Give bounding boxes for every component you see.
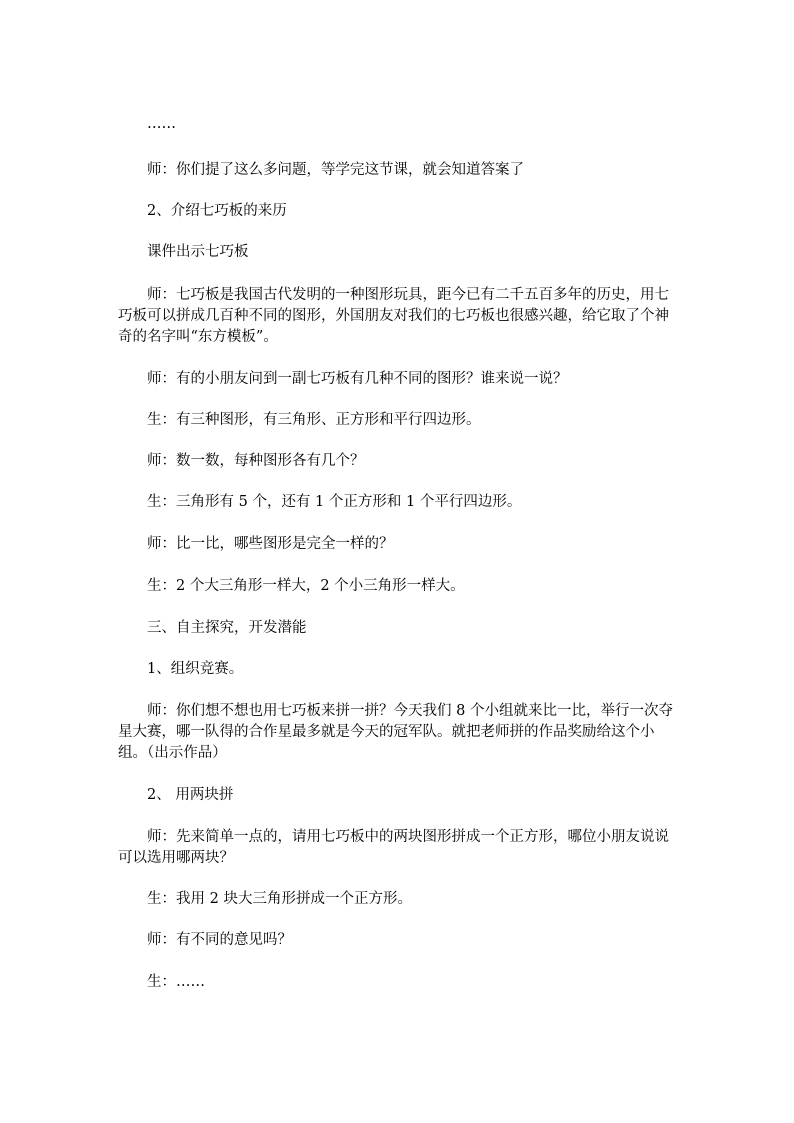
paragraph-organize-competition: 1、组织竞赛。 xyxy=(147,661,244,677)
paragraph-teacher-shapes-question: 师：有的小朋友问到一副七巧板有几种不同的图形？谁来说一说？ xyxy=(147,371,568,387)
paragraph-tangram-intro: 师：七巧板是我国古代发明的一种图形玩具，距今已有二千五百多年的历史，用七巧板可以拼成几百种不同的图形，外国朋友对我们的七巧板也很感兴趣，给它取了个神奇的名字叫“东方模板”。 xyxy=(118,287,669,345)
paragraph-teacher-compare: 师：比一比，哪些图形是完全一样的？ xyxy=(147,536,394,552)
paragraph-two-pieces: 2、 用两块拼 xyxy=(147,787,234,803)
paragraph-student-compare: 生：2 个大三角形一样大，2 个小三角形一样大。 xyxy=(147,578,465,594)
paragraph-section-three-heading: 三、自主探究，开发潜能 xyxy=(147,620,307,636)
paragraph-student-two-triangles: 生：我用 2 块大三角形拼成一个正方形。 xyxy=(147,891,412,907)
paragraph-teacher-count: 师：数一数，每种图形各有几个？ xyxy=(147,453,365,469)
paragraph-heading-history: 2、介绍七巧板的来历 xyxy=(147,203,287,219)
paragraph-ellipsis: …… xyxy=(147,116,176,132)
paragraph-student-ellipsis: 生：…… xyxy=(147,974,205,990)
paragraph-courseware: 课件出示七巧板 xyxy=(147,244,249,260)
paragraph-teacher-different-opinion: 师：有不同的意见吗？ xyxy=(147,932,292,948)
paragraph-teacher-competition: 师：你们想不想也用七巧板来拼一拼？今天我们 8 个小组就来比一比，举行一次夺星大赛，哪一队得的合作星最多就是今天的冠军队。就把老师拼的作品奖励给这个小组。（出示作品） xyxy=(118,703,673,761)
paragraph-student-count: 生：三角形有 5 个，还有 1 个正方形和 1 个平行四边形。 xyxy=(147,494,522,510)
paragraph-teacher-two-pieces: 师：先来简单一点的，请用七巧板中的两块图形拼成一个正方形，哪位小朋友说说可以选用哪两块？ xyxy=(118,829,669,866)
paragraph-teacher-questions: 师：你们提了这么多问题，等学完这节课，就会知道答案了 xyxy=(147,162,524,178)
paragraph-student-three-shapes: 生：有三种图形，有三角形、正方形和平行四边形。 xyxy=(147,412,481,428)
